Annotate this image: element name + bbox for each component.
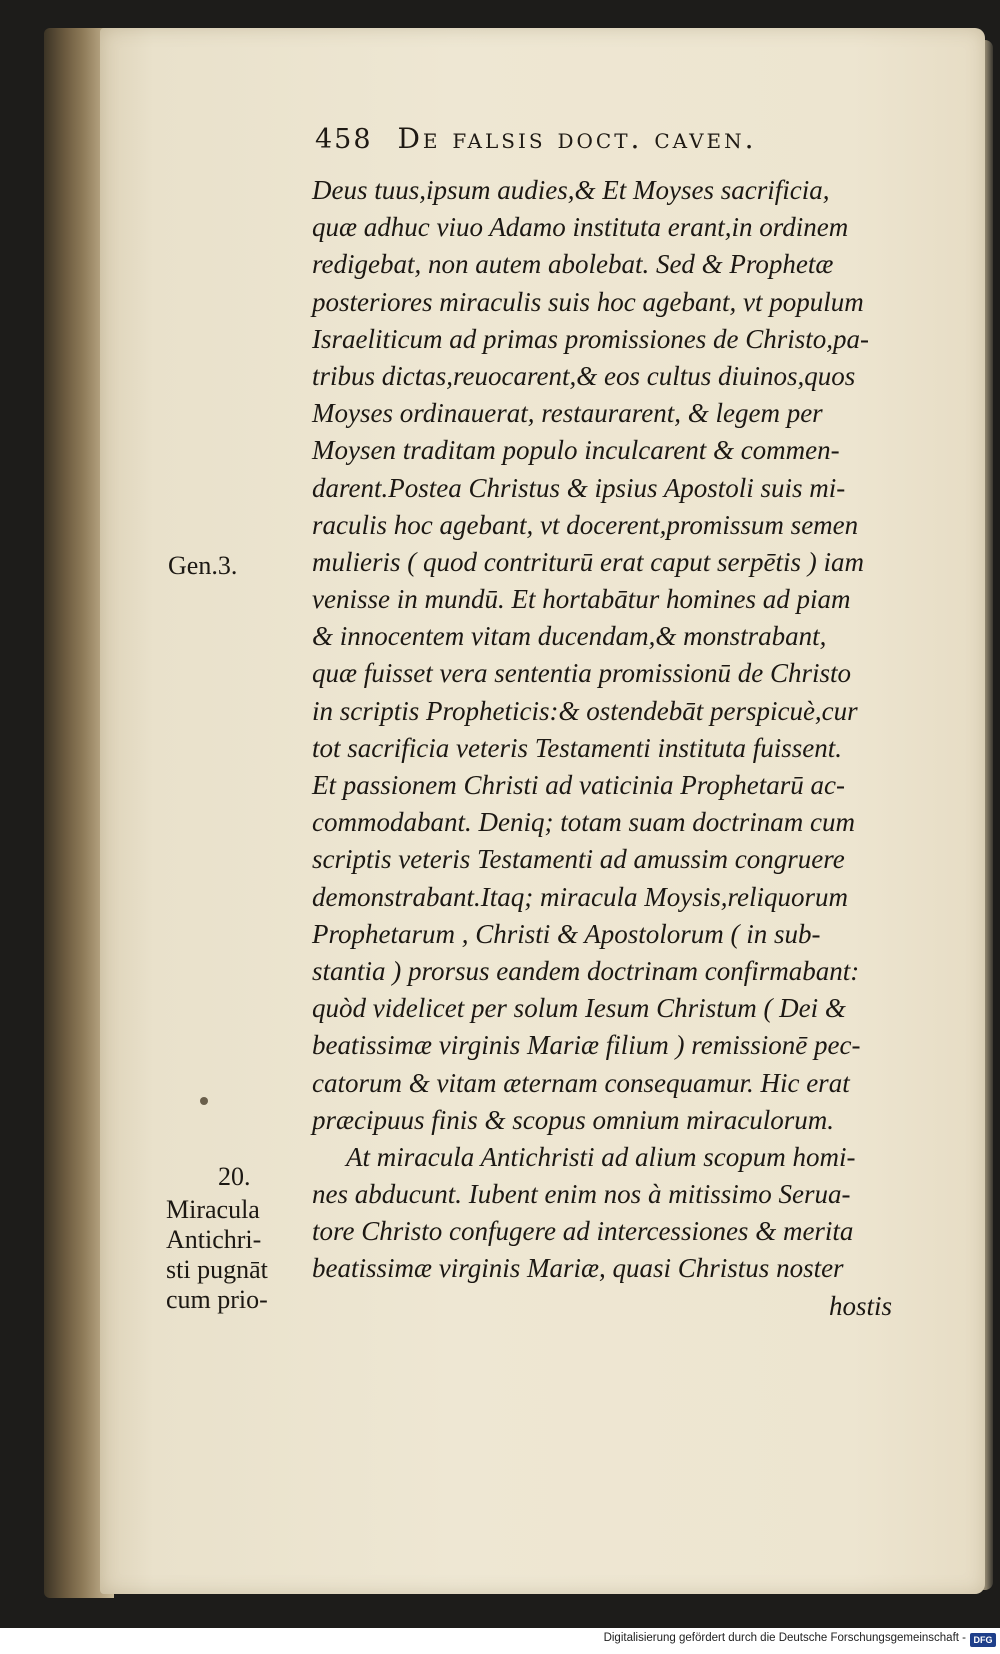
margin-note-line: Miracula xyxy=(166,1195,260,1224)
text-line: Israeliticum ad primas promissiones de Christo,pa- xyxy=(312,323,870,354)
text-line: quæ fuisset vera sententia promissionū de Christo xyxy=(312,658,851,689)
text-line: tore Christo confugere ad intercessiones & merita xyxy=(312,1216,854,1247)
text-line: darent.Postea Christus & ipsius Apostoli suis mi- xyxy=(312,472,846,503)
text-line: redigebat, non autem abolebat. Sed & Prophetæ xyxy=(312,249,834,280)
margin-section-number: 20. xyxy=(218,1162,251,1191)
text-line: in scriptis Propheticis:& ostendebāt perspicuè,cur xyxy=(312,695,858,726)
text-line: Moysen traditam populo inculcarent & commen- xyxy=(312,435,840,466)
margin-note-line: sti pugnāt xyxy=(166,1255,268,1284)
text-line: demonstrabant.Itaq; miracula Moysis,reliquorum xyxy=(312,881,848,912)
text-line: quæ adhuc viuo Adamo instituta erant,in ordinem xyxy=(312,212,849,243)
text-line: beatissimæ virginis Mariæ filium ) remissionē pec- xyxy=(312,1030,861,1061)
text-line: Prophetarum , Christi & Apostolorum ( in sub- xyxy=(312,918,821,949)
margin-note-antichristi xyxy=(166,1195,306,1315)
text-line: At miracula Antichristi ad alium scopum homi- xyxy=(346,1141,856,1172)
margin-note-line: Antichri- xyxy=(166,1225,262,1254)
text-line: Deus tuus,ipsum audies,& Et Moyses sacrificia, xyxy=(312,175,830,205)
text-line: scriptis veteris Testamenti ad amussim congruere xyxy=(312,844,845,875)
margin-note-line: cum prio- xyxy=(166,1285,268,1314)
dfg-logo: DFG xyxy=(970,1633,996,1647)
text-line: tot sacrificia veteris Testamenti instituta fuissent. xyxy=(312,732,842,763)
running-head xyxy=(315,122,915,162)
margin-ink-mark xyxy=(200,1097,208,1105)
text-line: venisse in mundū. Et hortabātur homines ad piam xyxy=(312,584,851,615)
running-title: De falsis doct. caven. xyxy=(397,122,757,155)
digitization-credit: Digitalisierung gefördert durch die Deutsche Forschungsgemeinschaft - xyxy=(603,1632,966,1644)
catchword: hostis xyxy=(828,1290,892,1321)
text-line: stantia ) prorsus eandem doctrinam confirmabant: xyxy=(312,955,860,986)
text-line: raculis hoc agebant, vt docerent,promissum semen xyxy=(312,509,859,540)
text-line: mulieris ( quod contriturū erat caput serpētis ) iam xyxy=(312,546,864,577)
text-line: Moyses ordinauerat, restaurarent, & legem per xyxy=(312,398,823,429)
margin-reference-gen: Gen.3. xyxy=(168,551,238,580)
text-line: & innocentem vitam ducendam,& monstrabant, xyxy=(312,621,827,652)
text-line: quòd videlicet per solum Iesum Christum ( Dei & xyxy=(312,993,846,1024)
text-line: præcipuus finis & scopus omnium miraculorum. xyxy=(312,1104,835,1135)
text-line: posteriores miraculis suis hoc agebant, vt populum xyxy=(312,286,864,317)
text-line: tribus dictas,reuocarent,& eos cultus diuinos,quos xyxy=(312,360,856,391)
body-text xyxy=(312,172,952,1325)
text-line: beatissimæ virginis Mariæ, quasi Christus noster xyxy=(312,1253,844,1284)
text-line: commodabant. Deniq; totam suam doctrinam cum xyxy=(312,807,855,838)
page-number: 458 xyxy=(315,124,373,155)
text-line: Et passionem Christi ad vaticinia Prophetarū ac- xyxy=(312,770,845,800)
text-line: nes abducunt. Iubent enim nos à mitissimo Serua- xyxy=(312,1179,851,1210)
text-line: catorum & vitam æternam consequamur. Hic erat xyxy=(312,1067,850,1098)
